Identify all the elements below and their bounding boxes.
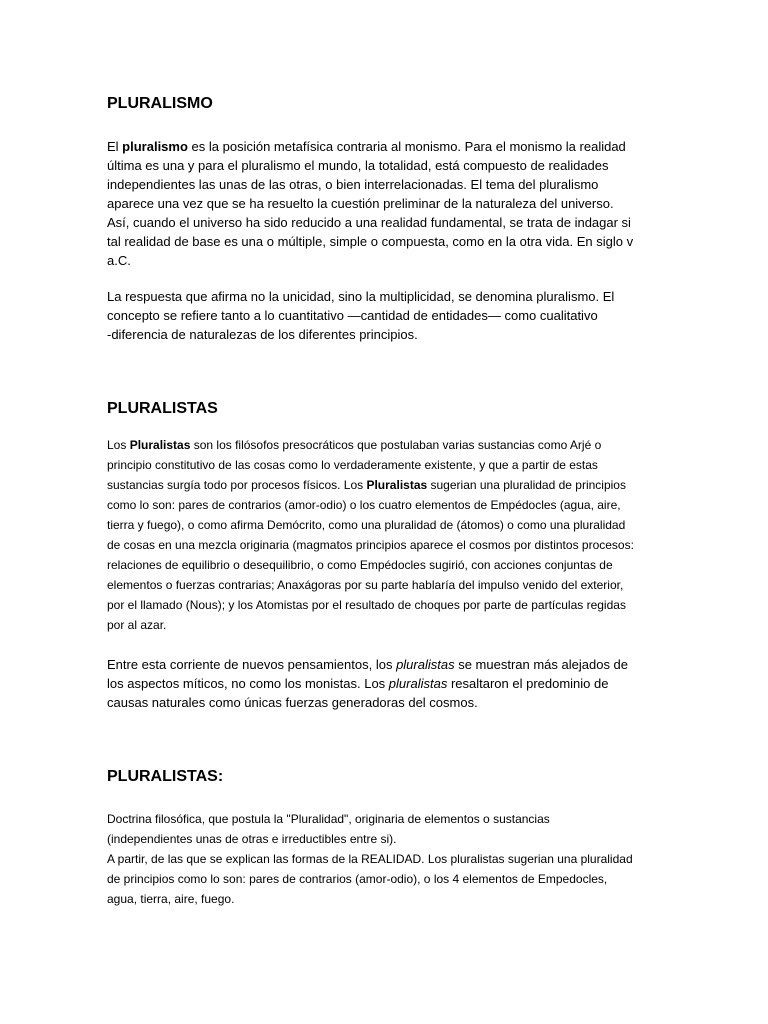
text-line	[107, 213, 667, 232]
text-run: a.C.	[107, 253, 131, 268]
text-run: causas naturales como únicas fuerzas generadoras del cosmos.	[107, 695, 478, 710]
text-run: los aspectos míticos, no como los monistas. Los	[107, 676, 389, 691]
paragraph-pluralismo-answer	[107, 287, 667, 344]
text-run: Entre esta corriente de nuevos pensamientos, los	[107, 657, 397, 672]
text-line	[107, 515, 677, 535]
heading-pluralistas-doctrina: PLURALISTAS:	[107, 768, 224, 785]
text-line	[107, 137, 667, 156]
text-run: Así, cuando el universo ha sido reducido a una realidad fundamental, se trata de indagar si	[107, 215, 631, 230]
text-run: relaciones de equilibrio o desequilibrio, o como Empédocles sugirió, con acciones conjuntas de	[107, 558, 613, 572]
text-run: sustancias surgía todo por procesos físicos. Los	[107, 478, 367, 492]
text-run: por al azar.	[107, 618, 167, 632]
paragraph-pluralistas-description	[107, 435, 677, 635]
italic-text: pluralistas	[388, 676, 448, 691]
text-line	[107, 251, 667, 270]
text-run: -diferencia de naturalezas de los diferentes principios.	[107, 327, 418, 342]
text-run: tal realidad de base es una o múltiple, simple o compuesta, como en la otra vida. En siglo v	[107, 234, 634, 249]
text-run: elementos o fuerzas contrarias; Anaxágoras por su parte hablaría del impulso venido del exterior,	[107, 578, 624, 592]
italic-text: pluralistas	[396, 657, 455, 672]
text-run: de cosas en una mezcla originaria (magmatos principios aparece el cosmos por distintos procesos:	[107, 538, 634, 552]
text-run: Doctrina filosófica, que postula la "Pluralidad", originaria de elementos o sustancias	[107, 812, 550, 826]
text-run: Los	[107, 438, 130, 452]
text-line	[107, 829, 677, 849]
text-line	[107, 655, 667, 674]
paragraph-pluralismo-definition	[107, 137, 667, 270]
text-line	[107, 495, 677, 515]
bold-text: pluralismo	[122, 139, 188, 154]
text-run: de principios como lo son: pares de contrarios (amor-odio), o los 4 elementos de Empedocles,	[107, 872, 608, 886]
text-line	[107, 809, 677, 829]
text-run: concepto se refiere tanto a lo cuantitativo —cantidad de entidades— como cualitativo	[107, 308, 598, 323]
text-run: resaltaron el predominio de	[447, 676, 609, 691]
paragraph-doctrina-filosofica	[107, 809, 677, 909]
text-line	[107, 555, 677, 575]
text-line	[107, 674, 667, 693]
text-line	[107, 455, 677, 475]
text-run: son los filósofos presocráticos que postulaban varias sustancias como Arjé o	[190, 438, 602, 452]
text-line	[107, 849, 677, 869]
text-line	[107, 306, 667, 325]
text-line	[107, 475, 677, 495]
text-line	[107, 889, 677, 909]
text-run: El	[107, 139, 123, 154]
text-line	[107, 615, 677, 635]
text-line	[107, 232, 667, 251]
text-line	[107, 693, 667, 712]
text-run: por el llamado (Nous); y los Atomistas por el resultado de choques por parte de partículas regidas	[107, 598, 626, 612]
text-run: A partir, de las que se explican las formas de la REALIDAD. Los pluralistas sugerian una pluralidad	[107, 852, 633, 866]
text-line	[107, 595, 677, 615]
heading-pluralistas: PLURALISTAS	[107, 400, 218, 417]
text-run: última es una y para el pluralismo el mundo, la totalidad, está compuesto de realidades	[107, 158, 609, 173]
text-run: como lo son: pares de contrarios (amor-odio) o los cuatro elementos de Empédocles (agua, aire,	[107, 498, 621, 512]
text-run: es la posición metafísica contraria al monismo. Para el monismo la realidad	[187, 139, 626, 154]
text-line	[107, 175, 667, 194]
text-line	[107, 869, 677, 889]
text-line	[107, 194, 667, 213]
text-run: tierra y fuego), o como afirma Demócrito, como una pluralidad de (átomos) o como una pluralidad	[107, 518, 626, 532]
text-run: se muestran más alejados de	[454, 657, 629, 672]
text-line	[107, 287, 667, 306]
text-run: sugerian una pluralidad de principios	[427, 478, 626, 492]
text-run: La respuesta que afirma no la unicidad, sino la multiplicidad, se denomina pluralismo. El	[107, 289, 615, 304]
heading-pluralismo: PLURALISMO	[107, 95, 213, 112]
text-run: aparece una vez que se ha resuelto la cuestión preliminar de la naturaleza del universo.	[107, 196, 614, 211]
text-line	[107, 325, 667, 344]
text-line	[107, 156, 667, 175]
paragraph-pluralistas-naturales	[107, 655, 667, 712]
text-line	[107, 535, 677, 555]
text-run: agua, tierra, aire, fuego.	[107, 892, 235, 906]
text-line	[107, 435, 677, 455]
text-run: principio constitutivo de las cosas como lo verdaderamente existente, y que a partir de estas	[107, 458, 598, 472]
text-line	[107, 575, 677, 595]
text-run: independientes las unas de las otras, o bien interrelacionadas. El tema del pluralismo	[107, 177, 599, 192]
bold-text: Pluralistas	[366, 478, 428, 492]
text-run: (independientes unas de otras e irreductibles entre si).	[107, 832, 397, 846]
bold-text: Pluralistas	[129, 438, 191, 452]
